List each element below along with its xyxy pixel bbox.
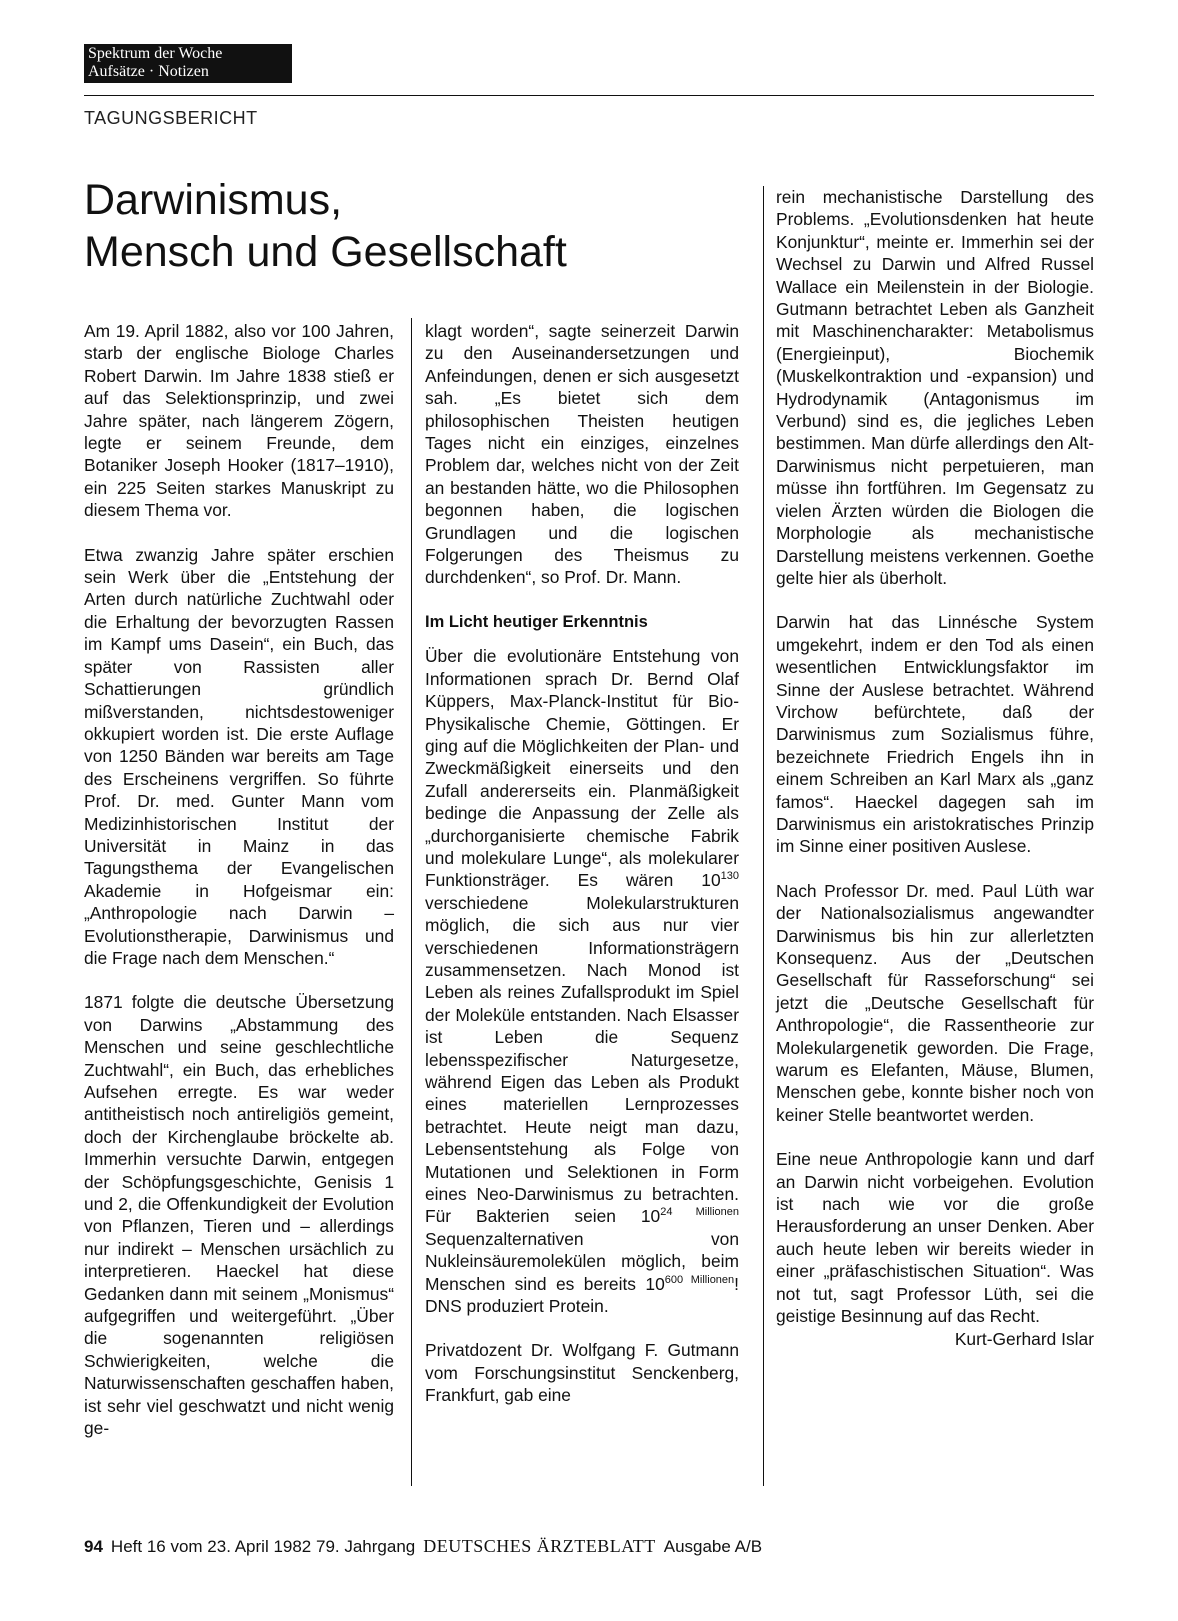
page-footer: [84, 1536, 762, 1557]
paragraph: Etwa zwanzig Jahre später erschien sein Werk über die „Entstehung der Arten durch natürliche Zuchtwahl oder die Erhaltung der bevorzugten Rassen im Kampf ums Dasein“, ein Buch, das später von Rassisten aller Schattierungen gründlich mißverstanden, nichtsdestoweniger okkupiert worden ist. Die erste Auflage von 1250 Bänden war bereits am Tage des Erscheinens vergriffen. So führte Prof. Dr. med. Gunter Mann vom Medizinhistorischen Institut der Universität in Mainz in das Tagungsthema der Evangelischen Akademie in Hofgeismar ein: „Anthropologie nach Darwin – Evolutionstherapie, Darwinismus und die Frage nach dem Menschen.“: [84, 544, 394, 968]
exponent: 130: [720, 870, 739, 883]
column-2: [425, 320, 739, 1429]
paragraph: Eine neue Anthropologie kann und darf an Darwin nicht vorbeigehen. Evolution ist nach wie vor die große Herausforderung an unser Denken. Aber auch heute leben wir bereits wieder in einer „präfaschistischen Situation“. Was not tut, sagt Professor Lüth, sei die geistige Besinnung auf das Recht. Kurt-Gerhard Islar: [776, 1149, 1094, 1349]
page-number: 94: [84, 1537, 103, 1556]
column-1: [84, 320, 394, 1462]
paragraph: Privatdozent Dr. Wolfgang F. Gutmann vom Forschungsinstitut Senckenberg, Frankfurt, gab eine: [425, 1340, 739, 1406]
paragraph: Am 19. April 1882, also vor 100 Jahren, starb der englische Biologe Charles Robert Darwin. Im Jahre 1838 stieß er auf das Selektionsprinzip, und zwei Jahre später, nach längerem Zögern, legte er seinem Freunde, dem Botaniker Joseph Hooker (1817–1910), ein 225 Seiten starkes Manuskript zu diesem Thema vor.: [84, 321, 394, 521]
section-label: TAGUNGSBERICHT: [84, 108, 258, 128]
author-signature: Kurt-Gerhard Islar: [954, 1328, 1094, 1349]
paragraph: klagt worden“, sagte seinerzeit Darwin zu den Auseinandersetzungen und Anfeindungen, denen er sich ausgesetzt sah. „Es bietet sich dem philosophischen Theisten heutigen Tages nicht ein einziges, einzelnes Problem dar, welches nicht von der Zeit an bestanden hätte, wo die Philosophen begonnen haben, die logischen Grundlagen und die logischen Folgerungen des Theismus zu durchdenken“, so Prof. Dr. Mann.: [425, 321, 739, 588]
title-line-2: Mensch und Gesellschaft: [84, 228, 567, 276]
header-divider: [84, 95, 1094, 96]
column-divider: [411, 318, 412, 1486]
journal-name: DEUTSCHES ÄRZTEBLATT: [423, 1536, 656, 1556]
exponent: 600 Millionen: [664, 1273, 735, 1286]
paragraph: Über die evolutionäre Entstehung von Informationen sprach Dr. Bernd Olaf Küppers, Max-Planck-Institut für Bio-Physikalische Chemie, Göttingen. Er ging auf die Möglichkeiten der Plan- und Zweckmäßigkeit einerseits und den Zufall andererseits ein. Planmäßigkeit bedinge die Anpassung der Zelle als „durchorganisierte chemische Fabrik und molekulare Lunge“, als molekularer Funktionsträger. Es wären $10^{130}$ verschiedene Molekularstrukturen möglich, die sich aus nur vier verschiedenen Informationsträgern zusammensetzen. Nach Monod ist Leben als reines Zufallsprodukt im Spiel der Moleküle entstanden. Nach Elsasser ist Leben die Sequenz lebensspezifischer Naturgesetze, während Eigen das Leben als Produkt eines materiellen Lernprozesses betrachtet. Heute neigt man dazu, Lebensentstehung als Folge von Mutationen und Selektionen in Form eines Neo-Darwinismus zu betrachten. Für Bakterien seien $10^{24 Millionen}$ Sequenzalternativen von Nukleinsäuremolekülen möglich, beim Menschen sind es bereits $10^{600 Millionen}$! DNS produziert Protein.: [425, 646, 740, 1317]
edition-info: Ausgabe A/B: [663, 1537, 763, 1556]
article-title: [84, 174, 704, 278]
badge-line-2: Aufsätze · Notizen: [88, 63, 209, 80]
paragraph: rein mechanistische Darstellung des Problems. „Evolutionsdenken hat heute Konjunktur“, meinte er. Immerhin sei der Wechsel zu Darwin und Alfred Russel Wallace ein Meilenstein in der Biologie. Gutmann betrachtet Leben als Ganzheit mit Maschinencharakter: Metabolismus (Energieinput), Biochemik (Muskelkontraktion und -expansion) und Hydrodynamik (Antagonismus im Verbund) sind es, die jegliches Leben bestimmen. Man dürfe allerdings den Alt-Darwinismus nicht perpetuieren, man müsse ihn fortführen. Im Gegensatz zu vielen Ärzten würden die Biologen die Morphologie als mechanistische Darstellung meistens verkennen. Goethe gelte hier als überholt.: [776, 187, 1094, 588]
exponent: 24 Millionen: [660, 1206, 740, 1219]
subheading: Im Licht heutiger Erkenntnis: [425, 612, 648, 631]
badge-line-1: Spektrum der Woche: [88, 45, 223, 62]
column-divider: [763, 186, 764, 1486]
title-line-1: Darwinismus,: [84, 176, 343, 224]
paragraph: Darwin hat das Linnésche System umgekehrt, indem er den Tod als einen wesentlichen Entwicklungsfaktor im Sinne der Auslese betrachtet. Während Virchow befürchtete, daß der Darwinismus zum Sozialismus führe, bezeichnete Friedrich Engels ihn in einem Schreiben an Karl Marx als „ganz famos“. Haeckel dagegen sah im Darwinismus ein aristokratisches Prinzip im Sinne einer positiven Auslese.: [776, 612, 1094, 857]
column-3: [776, 186, 1094, 1372]
paragraph: Nach Professor Dr. med. Paul Lüth war der Nationalsozialismus angewandter Darwinismus bis hin zur allerletzten Konsequenz. Aus der „Deutschen Gesellschaft für Rasseforschung“ sei jetzt die „Deutsche Gesellschaft für Anthropologie“, die Rassentheorie zur Molekulargenetik geworden. Die Frage, warum es Elefanten, Mäuse, Blumen, Menschen gebe, konnte bisher noch von keiner Stelle beantwortet werden.: [776, 880, 1094, 1125]
paragraph: 1871 folgte die deutsche Übersetzung von Darwins „Abstammung des Menschen und seine geschlechtliche Zuchtwahl“, ein Buch, das erhebliches Aufsehen erregte. Es war weder antitheistisch noch antireligiös gemeint, doch der Kirchenglaube bröckelte ab. Immerhin versuchte Darwin, entgegen der Schöpfungsgeschichte, Genisis 1 und 2, die Offenkundigkeit der Evolution von Pflanzen, Tieren und – allerdings nur indirekt – Menschen ursächlich zu interpretieren. Haeckel hat diese Gedanken dann mit seinem „Monismus“ aufgegriffen und weitergeführt. „Über die sogenannten religiösen Schwierigkeiten, welche die Naturwissenschaften geschaffen haben, ist sehr viel geschwatzt und nicht wenig ge-: [84, 992, 394, 1439]
issue-info: Heft 16 vom 23. April 1982 79. Jahrgang: [110, 1537, 416, 1556]
section-badge: [84, 44, 292, 83]
